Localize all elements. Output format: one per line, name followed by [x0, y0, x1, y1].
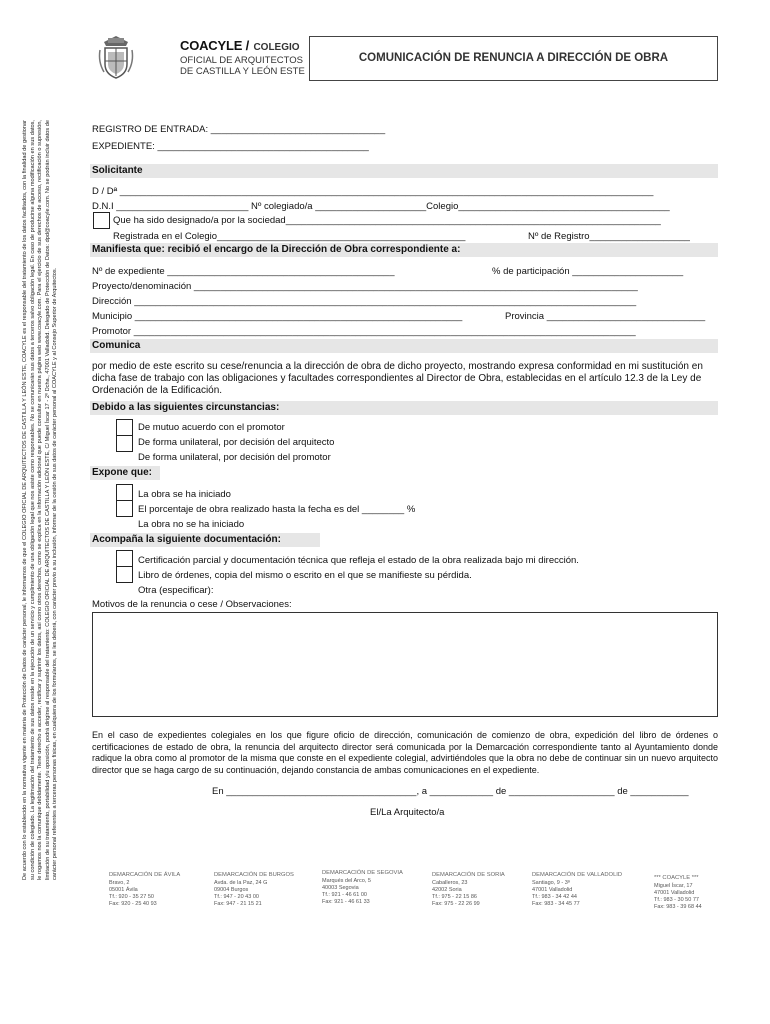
circunstancia-arquitecto-checkbox[interactable]	[116, 435, 133, 452]
footer-coacyle-l3: Tf.: 983 - 30 50 77	[654, 897, 699, 903]
footer-coacyle	[654, 875, 734, 911]
footer-burgos-l4: Fax: 947 - 21 15 21	[214, 901, 262, 907]
section-documentacion: Acompaña la siguiente documentación:	[90, 533, 320, 547]
brand-name: COACYLE /	[180, 38, 249, 53]
section-comunica: Comunica	[90, 339, 718, 353]
motivos-label: Motivos de la renuncia o cese / Observaciones:	[92, 599, 292, 610]
provincia-field[interactable]: Provincia ______________________________	[505, 311, 706, 322]
otra-documentacion-label[interactable]: Otra (especificar):	[138, 585, 214, 596]
proyecto-field[interactable]: Proyecto/denominación ____________________________________________________________________________________	[92, 281, 638, 292]
form-title: COMUNICACIÓN DE RENUNCIA A DIRECCIÓN DE OBRA	[358, 52, 669, 64]
final-notice: En el caso de expedientes colegiales en los que figure oficio de dirección, comunicación de comienzo de obra, expedición del libro de órdenes o certificaciones de estado de obra, la renuncia del arquitecto director será comunicada por la Demarcación correspondiente tanto al Ayuntamiento donde radique la obra como al promotor de la misma que conste en el expediente colegial, advirtiéndoles que la obra no debe de continuar sin un nuevo arquitecto director que se haga cargo de su continuación, dejando constancia de ambas comunicaciones en el expediente.	[92, 730, 718, 775]
footer-soria-title: DEMARCACIÓN DE SORIA	[432, 872, 505, 878]
coat-of-arms-logo	[96, 32, 136, 80]
footer-coacyle-l1: Miguel Íscar, 17	[654, 883, 693, 889]
brand-block	[180, 37, 305, 77]
footer-soria	[432, 872, 532, 908]
footer-valladolid-l4: Fax: 983 - 34 45 77	[532, 901, 580, 907]
circunstancia-promotor-label: De forma unilateral, por decisión del promotor	[138, 452, 331, 463]
footer-avila-l4: Fax: 920 - 25 40 93	[109, 901, 157, 907]
section-encargo: Manifiesta que: recibió el encargo de la Dirección de Obra correspondiente a:	[90, 243, 718, 257]
footer-valladolid-l3: Tf.: 983 - 34 42 44	[532, 894, 577, 900]
data-protection-notice: De acuerdo con lo establecido en la normativa vigente en materia de Protección de Datos de carácter personal, le informamos de que el COLEGIO OFICIAL DE ARQUITECTOS DE CASTILLA Y LEÓN ESTE, COACYLE es el responsable del tratamiento de los datos facilitados, con la finalidad de gestionar su condición de colegiado. La legitimación del tratamiento de sus datos reside en la ejecución de un servicio y cumplimiento de una obligación legal que nos asiste como responsables. No se comunicarán sus datos a terceros salvo obligación legal. En caso de producirse alguna modificación en sus datos, le rogamos nos la comunique debidamente. Tiene derecho a acceder, rectificar y suprimir los datos, así como otros derechos, como se explica en la información adicional que puede consultar en nuestra página web www.coacyle.com. Para el ejercicio de sus derechos de acceso, rectificación o supresión, limitación de su tratamiento, portabilidad y/u oposición, podrá dirigirse al responsable del tratamiento: COLEGIO OFICIAL DE ARQUITECTOS DE CASTILLA Y LEÓN ESTE, C/ Miguel Íscar 17 - 2º Dcha., 47001 Valladolid. Delegado de Protección de Datos: dpd@coacyle.com. No se podrán incluir datos de carácter personal referentes a terceras personas físicas, en cualquiera de los formularios, se les deberá, con carácter previo a su inclusión, informar de la cesión de sus datos de carácter personal al COACYLE y al Consejo Superior de Arquitectos.	[22, 120, 59, 880]
footer-burgos-l3: Tf.: 947 - 20 43 00	[214, 894, 259, 900]
libro-ordenes-label: Libro de órdenes, copia del mismo o escrito en el que se manifieste su pérdida.	[138, 570, 472, 581]
participacion-field[interactable]: % de participación _____________________	[492, 266, 684, 277]
lugar-fecha-field[interactable]: En ____________________________________, a ____________ de ____________________ de ___________	[212, 786, 689, 797]
footer-segovia-l3: Tf.: 921 - 46 61 00	[322, 892, 367, 898]
section-circunstancias: Debido a las siguientes circunstancias:	[90, 401, 718, 415]
section-solicitante: Solicitante	[90, 164, 718, 178]
numero-registro-field[interactable]: Nº de Registro___________________	[528, 231, 690, 242]
numero-expediente-field[interactable]: Nº de expediente ___________________________________________	[92, 266, 395, 277]
footer-soria-l1: Caballeros, 23	[432, 880, 468, 886]
certificacion-checkbox[interactable]	[116, 550, 133, 567]
footer-burgos-l2: 09004 Burgos	[214, 887, 249, 893]
footer-soria-l4: Fax: 975 - 22 26 99	[432, 901, 480, 907]
footer-coacyle-l2: 47001 Valladolid	[654, 890, 695, 896]
porcentaje-label[interactable]: El porcentaje de obra realizado hasta la fecha es del ________ %	[138, 504, 416, 515]
brand-sub1: COLEGIO	[253, 42, 300, 53]
circunstancia-mutuo-checkbox[interactable]	[116, 419, 133, 436]
section-expone: Expone que:	[90, 466, 160, 480]
registro-entrada-field[interactable]: REGISTRO DE ENTRADA: _________________________________	[92, 124, 386, 135]
footer-avila-title: DEMARCACIÓN DE ÁVILA	[109, 872, 181, 878]
footer-soria-l3: Tf.: 975 - 22 15 86	[432, 894, 477, 900]
circunstancia-mutuo-label: De mutuo acuerdo con el promotor	[138, 422, 285, 433]
footer-segovia-l4: Fax: 921 - 46 61 33	[322, 899, 370, 905]
certificacion-label: Certificación parcial y documentación técnica que refleja el estado de la obra realizada bajo mi dirección.	[138, 555, 579, 566]
dni-colegio-field[interactable]: D.N.I _________________________ Nº colegiado/a _____________________Colegio________________________________________	[92, 201, 670, 212]
footer-burgos	[214, 872, 314, 908]
direccion-field[interactable]: Dirección _______________________________________________________________________________________________	[92, 296, 637, 307]
footer-avila-l1: Bravo, 2	[109, 880, 130, 886]
form-title-box	[309, 36, 718, 81]
municipio-field[interactable]: Municipio ______________________________________________________________	[92, 311, 463, 322]
comunica-text: por medio de este escrito su cese/renuncia a la dirección de obra de dicho proyecto, mostrando expresa conformidad en mi sustitución en dicha fase de trabajo con las obligaciones y facultades correspondientes al Director de Obra, establecidas en el artículo 12.3 de la Ley de Ordenación de la Edificación.	[92, 361, 703, 396]
sociedad-field[interactable]: Que ha sido designado/a por la sociedad_______________________________________________________________________	[113, 215, 661, 226]
footer-valladolid-title: DEMARCACIÓN DE VALLADOLID	[532, 872, 623, 878]
footer-valladolid	[532, 872, 632, 908]
footer-coacyle-l4: Fax: 983 - 39 68 44	[654, 904, 702, 910]
circunstancia-arquitecto-label: De forma unilateral, por decisión del arquitecto	[138, 437, 335, 448]
footer-valladolid-l2: 47001 Valladolid	[532, 887, 573, 893]
promotor-field[interactable]: Promotor _______________________________________________________________________________________________	[92, 326, 636, 337]
footer-segovia-l1: Marqués del Arco, 5	[322, 878, 371, 884]
footer-burgos-l1: Avda. de la Paz, 24 G	[214, 880, 268, 886]
obra-no-iniciada-label: La obra no se ha iniciado	[138, 519, 245, 530]
registrada-field[interactable]: Registrada en el Colegio_______________________________________________	[113, 231, 466, 242]
brand-sub2: OFICIAL DE ARQUITECTOS	[180, 55, 303, 66]
footer-segovia-l2: 40003 Segovia	[322, 885, 359, 891]
firma-label: El/La Arquitecto/a	[370, 807, 445, 818]
footer-valladolid-l1: Santiago, 9 - 3ª	[532, 880, 570, 886]
nombre-field[interactable]: D / Dª _____________________________________________________________________________________________________	[92, 186, 654, 197]
footer-avila-l3: Tf.: 920 - 35 27 50	[109, 894, 154, 900]
footer-coacyle-title: *** COACYLE ***	[654, 875, 699, 881]
footer-burgos-title: DEMARCACIÓN DE BURGOS	[214, 872, 294, 878]
expediente-field[interactable]: EXPEDIENTE: ________________________________________	[92, 141, 369, 152]
footer-segovia	[322, 870, 422, 906]
motivos-textarea[interactable]	[92, 612, 718, 717]
footer-avila-l2: 05001 Ávila	[109, 887, 138, 893]
libro-ordenes-checkbox[interactable]	[116, 566, 133, 583]
obra-iniciada-checkbox[interactable]	[116, 484, 133, 501]
sociedad-checkbox[interactable]	[93, 212, 110, 229]
brand-sub3: DE CASTILLA Y LEÓN ESTE	[180, 66, 305, 77]
footer-avila	[109, 872, 209, 908]
porcentaje-checkbox[interactable]	[116, 500, 133, 517]
footer-soria-l2: 42002 Soria	[432, 887, 462, 893]
obra-iniciada-label: La obra se ha iniciado	[138, 489, 231, 500]
footer-segovia-title: DEMARCACIÓN DE SEGOVIA	[322, 870, 403, 876]
